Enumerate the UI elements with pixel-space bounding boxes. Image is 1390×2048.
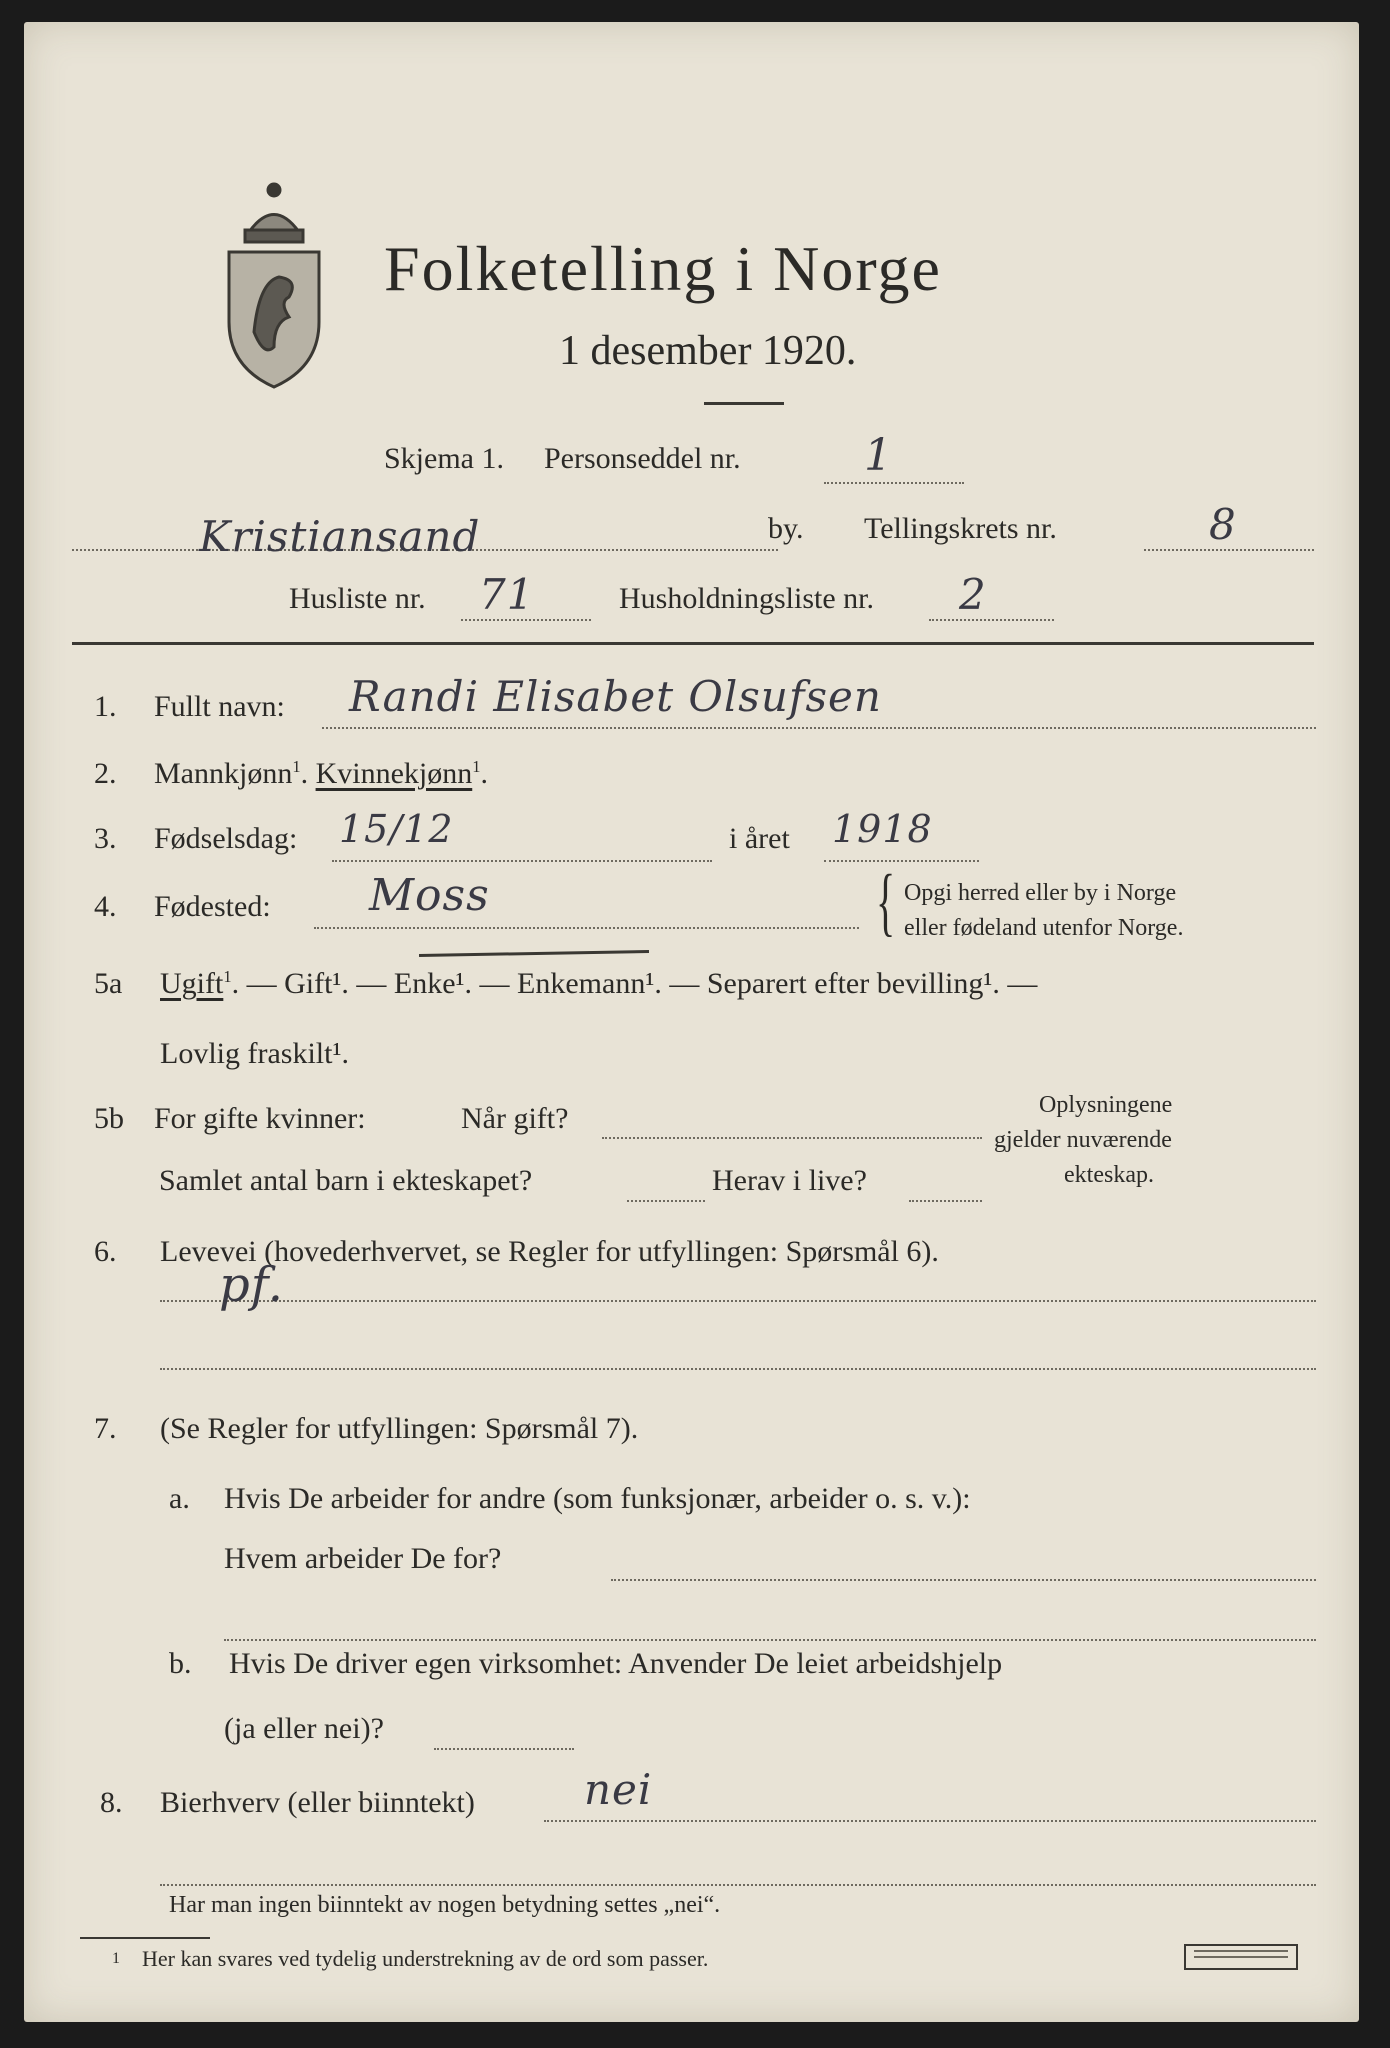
- q3-number: 3.: [94, 822, 117, 855]
- husholdning-line: [929, 619, 1054, 621]
- husholdning-label: Husholdningsliste nr.: [619, 582, 875, 615]
- q6-line1: [160, 1300, 1316, 1302]
- q6-label: Levevei (hovederhvervet, se Regler for utfyllingen: Spørsmål 6).: [160, 1235, 939, 1268]
- q4-line: [314, 927, 859, 929]
- q2-number: 2.: [94, 757, 117, 790]
- q1-label: Fullt navn:: [154, 690, 285, 723]
- q2-option-male: Mannkjønn: [154, 757, 293, 790]
- q5b-label-when: Når gift?: [461, 1102, 569, 1135]
- q5b-label-alive: Herav i live?: [712, 1164, 867, 1197]
- title-divider: [704, 402, 784, 405]
- personseddel-label: Personseddel nr.: [544, 442, 741, 475]
- q7a-line2: Hvem arbeider De for?: [224, 1542, 502, 1575]
- by-label: by.: [768, 512, 804, 545]
- q7-label: (Se Regler for utfyllingen: Spørsmål 7).: [160, 1412, 639, 1445]
- q3-value: 15/12: [339, 807, 454, 851]
- footnote-rule: [80, 1937, 210, 1939]
- q3-year-value: 1918: [832, 807, 933, 851]
- q4-pen-stroke: [419, 950, 649, 957]
- q8-line-extra: [160, 1884, 1316, 1886]
- q5b-children-line: [627, 1200, 705, 1202]
- q5a-options-line: Ugift$^1$. — Gift¹. — Enke¹. — Enkemann¹. — Separert efter bevilling¹. —: [160, 967, 1038, 1000]
- q6-value: pf.: [219, 1257, 285, 1313]
- q4-label: Fødested:: [154, 890, 271, 923]
- q5b-note-line2: gjelder nuværende: [994, 1127, 1172, 1153]
- q5a-line2: Lovlig fraskilt¹.: [160, 1037, 349, 1070]
- footnote-mark: 1: [112, 1950, 120, 1967]
- q4-value: Moss: [369, 870, 490, 921]
- q7a-line-extra: [224, 1639, 1316, 1641]
- q5b-note-line1: Oplysningene: [1039, 1092, 1173, 1118]
- personseddel-line: [824, 482, 964, 484]
- q4-note-line1: Opgi herred eller by i Norge: [904, 880, 1177, 906]
- footnote-text: Her kan svares ved tydelig understrekning av de ord som passer.: [142, 1946, 709, 1971]
- q5b-note-line3: ekteskap.: [1064, 1162, 1154, 1188]
- q8-number: 8.: [100, 1786, 123, 1819]
- q7-number: 7.: [94, 1412, 117, 1445]
- q4-note-line2: eller fødeland utenfor Norge.: [904, 915, 1184, 941]
- q7a-line1: Hvis De arbeider for andre (som funksjonær, arbeider o. s. v.):: [224, 1482, 971, 1515]
- q8-value: nei: [584, 1765, 653, 1814]
- husliste-value: 71: [479, 570, 535, 619]
- q7a-line: [611, 1579, 1316, 1581]
- tellingskrets-label: Tellingskrets nr.: [864, 512, 1057, 545]
- printer-stamp-icon: [1184, 1944, 1298, 1970]
- q6-line2: [160, 1368, 1316, 1370]
- husholdning-value: 2: [959, 570, 987, 619]
- q4-brace: {: [876, 858, 896, 945]
- q7b-letter: b.: [169, 1647, 192, 1680]
- form-title: Folketelling i Norge: [384, 233, 942, 304]
- q2-option-female: Kvinnekjønn: [315, 757, 473, 790]
- husliste-label: Husliste nr.: [289, 582, 426, 615]
- q5b-label-children: Samlet antal barn i ekteskapet?: [159, 1164, 533, 1197]
- q8-label: Bierhverv (eller biinntekt): [160, 1786, 475, 1819]
- coat-of-arms-lion-icon: [219, 172, 329, 392]
- q8-line: [544, 1820, 1316, 1822]
- q5b-label-married: For gifte kvinner:: [154, 1102, 366, 1135]
- q6-number: 6.: [94, 1235, 117, 1268]
- q1-value: Randi Elisabet Olsufsen: [349, 672, 882, 721]
- q4-number: 4.: [94, 890, 117, 923]
- q5b-when-line: [602, 1137, 982, 1139]
- q2-options: Mannkjønn$^1$. Kvinnekjønn$^1$.: [154, 757, 488, 790]
- q7a-letter: a.: [169, 1482, 190, 1515]
- header-rule: [72, 642, 1314, 645]
- q7b-line: [434, 1748, 574, 1750]
- husliste-line: [461, 619, 591, 621]
- q3-year-label: i året: [729, 822, 790, 855]
- census-form-sheet: [24, 22, 1359, 2022]
- q5b-alive-line: [909, 1200, 982, 1202]
- schema-label: Skjema 1.: [384, 442, 504, 475]
- q3-year-line: [824, 860, 979, 862]
- q5a-number: 5a: [94, 967, 123, 1000]
- q3-label: Fødselsdag:: [154, 822, 298, 855]
- q3-line: [332, 860, 712, 862]
- q5a-option-ugift: Ugift: [160, 967, 224, 1000]
- tellingskrets-value: 8: [1209, 500, 1237, 549]
- q7b-line1: Hvis De driver egen virksomhet: Anvender De leiet arbeidshjelp: [229, 1647, 1003, 1680]
- q7b-line2: (ja eller nei)?: [224, 1712, 384, 1745]
- q1-number: 1.: [94, 690, 117, 723]
- tellingskrets-line: [1144, 549, 1314, 551]
- personseddel-value: 1: [864, 430, 893, 481]
- nei-note: Har man ingen biinntekt av nogen betydning settes „nei“.: [169, 1892, 721, 1918]
- city-value: Kristiansand: [199, 512, 481, 561]
- q5b-number: 5b: [94, 1102, 124, 1135]
- form-date: 1 desember 1920.: [559, 328, 857, 374]
- q1-line: [322, 727, 1316, 729]
- q5a-other-options: — Gift¹. — Enke¹. — Enkemann¹. — Separert efter bevilling¹. —: [246, 967, 1038, 1000]
